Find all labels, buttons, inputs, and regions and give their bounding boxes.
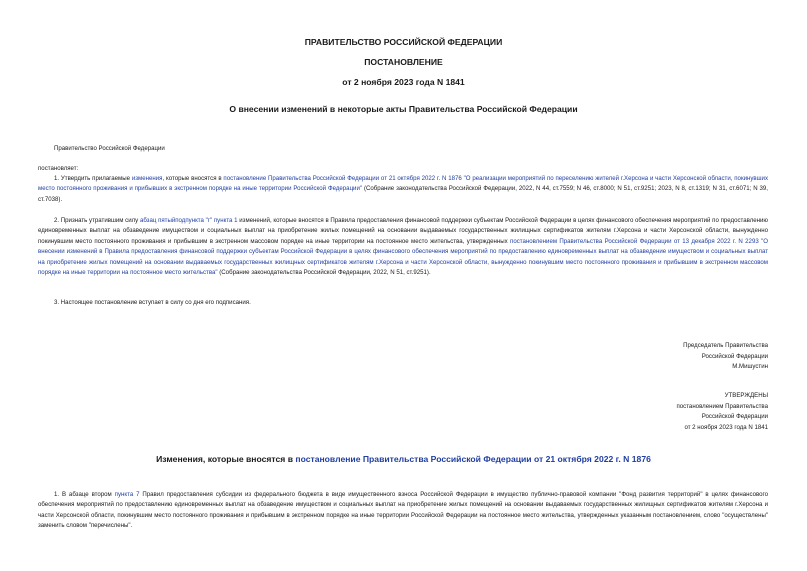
signature-org: Российской Федерации (701, 352, 768, 360)
item1-text-2: Правил предоставления субсидии из федерального бюджета в виде имущественного взноса Российской Федерации в имущество публично-правовой компании "Фонд развития территорий" в целях финансового обеспечения мероприятий по предоставлению единовременных выплат на обзаведение имуществом и социальных выплат на приобретение жилых помещений на основании выдаваемых государственных жилищных сертификатов жителям г.Херсона и части Херсонской области, покинувшим место постоянного проживания и прибывшим в экстренном порядке на иные территории Российской Федерации на постоянное место жительства, утвержденных указанным постановлением, слово "осуществлены" заменить словом "перечислены". (38, 491, 768, 530)
p1-text-2: , которые вносятся в (162, 175, 222, 182)
approval-org: Российской Федерации (701, 413, 768, 421)
paragraph-1 (38, 174, 768, 205)
p1-text-3: (Собрание законодательства Российской Федерации, 2022, N 44, ст.7559; N 46, ст.8000; N 51, ст.9251; 2023, N 8, ст.1319; N 31, ст.6071; N 39, ст.7038). (38, 185, 768, 203)
item1-text-1: 1. В абзаце втором (54, 491, 112, 498)
p2-text-1: 2. Признать утратившим силу (54, 217, 139, 224)
p2-link-decree-2293[interactable]: постановлением Правительства Российской Федерации от 13 декабря 2022 г. N 2293 "О внесении изменений в Правила предоставления финансовой поддержки субъектам Российской Федерации в целях финансового обеспечения мероприятий по предоставлению единовременных выплат на обзаведение имуществом и социальных выплат на приобретение жилых помещений на основании выдаваемых государственных жилищных сертификатов жителям г.Херсона и части Херсонской области, вынужденно покинувшим место постоянного проживания и прибывшим в экстренном массовом порядке на иные территории на постоянное место жительства" (38, 237, 768, 277)
government-heading: ПРАВИТЕЛЬСТВО РОССИЙСКОЙ ФЕДЕРАЦИИ (304, 37, 503, 47)
p2-text-3: (Собрание законодательства Российской Федерации, 2022, N 51, ст.9251). (217, 269, 431, 277)
p1-link-decree-1876[interactable]: постановление Правительства Российской Федерации от 21 октября 2022 г. N 1876 "О реализации мероприятий по переселению жителей г.Херсона и части Херсонской области, покинувших место постоянного проживания и прибывших в экстренном порядке на иные территории Российской Федерации" (38, 175, 768, 193)
approval-decree: постановлением Правительства (676, 402, 768, 410)
p1-text-1: 1. Утвердить прилагаемые (54, 175, 131, 182)
item-1 (38, 490, 768, 532)
item1-link-point-7[interactable]: пункта 7 (114, 491, 140, 498)
signature-block (560, 341, 768, 373)
signature-title: Председатель Правительства (683, 342, 768, 349)
document-type: ПОСТАНОВЛЕНИЕ (364, 57, 443, 67)
preamble-decree: постановляет: (38, 165, 79, 172)
document-title: О внесении изменений в некоторые акты Правительства Российской Федерации (229, 104, 578, 114)
paragraph-3: 3. Настоящее постановление вступает в силу со дня его подписания. (54, 299, 251, 306)
changes-title-link[interactable]: постановление Правительства Российской Федерации от 21 октября 2022 г. N 1876 (295, 454, 651, 464)
approval-heading: УТВЕРЖДЕНЫ (724, 392, 768, 399)
document-date-number: от 2 ноября 2023 года N 1841 (342, 77, 465, 87)
approval-date: от 2 ноября 2023 года N 1841 (684, 423, 768, 431)
changes-title-text: Изменения, которые вносятся в (156, 454, 293, 464)
p2-link-subpoint[interactable]: подпункта "г" пункта 1 (175, 217, 238, 224)
p1-link-changes[interactable]: изменения (131, 175, 163, 182)
signature-name: М.Мишустин (732, 363, 768, 371)
p2-text-2: изменений, которые вносятся в Правила предоставления финансовой поддержки субъектам Российской Федерации в целях финансового обеспечения мероприятий по предоставлению единовременных выплат на обзаведение имуществом и социальных выплат на приобретение жилых помещений на основании выдаваемых государственных жилищных сертификатов жителям г.Херсона и части Херсонской области, вынужденно покинувшим место постоянного проживания и прибывшим в экстренном массовом порядке на иные территории на постоянное место жительства, утвержденных (38, 217, 768, 245)
changes-title (0, 454, 807, 464)
preamble-line: Правительство Российской Федерации (54, 145, 165, 152)
p2-link-paragraph[interactable]: абзац пятый (139, 217, 176, 224)
paragraph-2 (38, 216, 768, 278)
approval-block (560, 391, 768, 433)
